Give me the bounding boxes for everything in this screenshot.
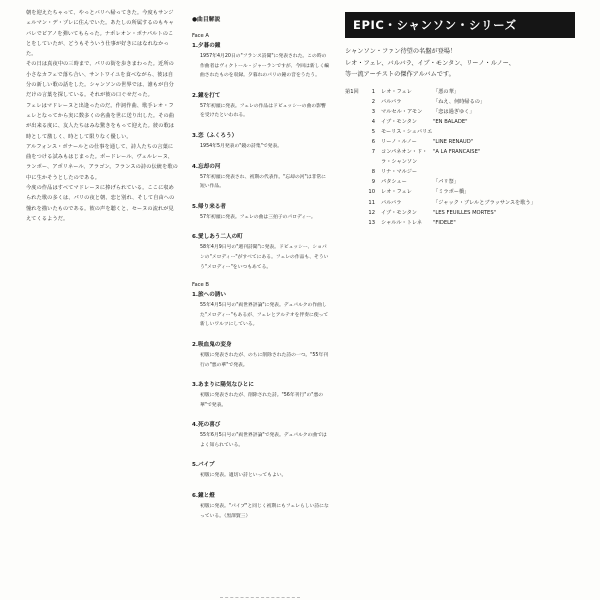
song-note [192, 491, 330, 521]
release-artist: パタシュー [381, 179, 407, 186]
release-artist: イブ・モンタン [381, 209, 417, 216]
release-number: 4 [371, 118, 375, 125]
song-title: 1.夕暮の鐘 [192, 43, 221, 49]
song-note [192, 91, 330, 121]
release-title [433, 127, 585, 137]
release-item [345, 107, 585, 117]
series-volume [345, 107, 359, 117]
song-description: 初版に発表。"パイプ"と同じく初期にもフェレらしい詩になっている。（黒澤賢三） [200, 504, 329, 519]
release-number: 3 [371, 108, 375, 115]
release-artist: バルバラ [381, 199, 402, 206]
release-number: 9 [371, 179, 375, 186]
face-b-label: Face B [192, 282, 209, 289]
release-number: 8 [371, 169, 375, 176]
series-volume [345, 167, 359, 177]
liner-paragraph: 今度の作品はすべてマドレーヌに捧げられている。ここに収められた歌の多くは、パリの夜と朝、恋と別れ、そして自由への憧れを描いたものである。彼の声を聴くと、セーヌの流れが見えてくるようだ。 [26, 185, 175, 222]
liner-paragraph: アルフォンス・ボナールとの仕事を通して、詩人たちの言葉に曲をつける試みもはじまった。ボードレール、ヴェルレーヌ、ランボー、アポリネール、アラゴン。フランスの詩の伝統を歌の中に生かそうとしたのである。 [26, 143, 178, 181]
liner-paragraph: フェレはマドレーヌと出逢ったのだ。作詞作曲、歌手レオ・フェレとなってから実に数多くの名曲を世に送り出した。その曲が出来る度に、友人たちはみな驚きをもって迎えた。彼の歌は時として激しく、時として限りなく優しい。 [26, 102, 175, 140]
song-note [192, 340, 330, 370]
release-artist: バルバラ [381, 98, 402, 105]
release-item [345, 137, 585, 147]
song-note [192, 232, 330, 272]
liner-paragraph: その日は真夜中の三時まで、パリの街を歩きまわった。近所の小さなカフェで落ち合い、サントワイユを食べながら、彼は自分の新しい歌の話をした。シャンソンの世界では、誰もが自分だけの言葉を探している。それが彼の口ぐせだった。 [26, 61, 174, 99]
release-artist: リーノ・ルノー [381, 138, 417, 145]
release-item [345, 167, 585, 177]
release-number: 7 [371, 149, 375, 156]
series-volume [345, 137, 359, 147]
release-title: 「悪の華」 [433, 88, 459, 95]
release-number: 13 [368, 219, 375, 226]
liner-notes-column [26, 8, 178, 224]
song-description: 57年初頭に発表。フェレの作品はドビュッシーの曲の影響を受けたといわれる。 [200, 103, 326, 119]
song-notes-column [192, 14, 330, 531]
release-item [345, 218, 585, 228]
release-title: 「恋は過ぎゆく」 [433, 108, 475, 115]
release-item [345, 147, 585, 167]
release-number: 5 [371, 128, 375, 135]
release-number: 11 [368, 199, 375, 206]
release-item [345, 127, 585, 137]
series-volume [345, 218, 359, 228]
release-title: "EN BALADE" [433, 118, 468, 125]
release-artist: シャルル・トレネ [381, 219, 423, 226]
song-description: 初版に発表されたが、削除された詩。"56年刊行"の"悪の華"で発表。 [200, 393, 324, 408]
release-artist: リナ・マルジー [381, 169, 418, 176]
release-item [345, 198, 585, 208]
release-item [345, 97, 585, 107]
release-item [345, 208, 585, 218]
song-note [192, 420, 330, 450]
series-volume [345, 177, 359, 187]
release-artist: コンパネオン・ド・ラ・シャンソン [381, 149, 428, 166]
song-description: 初版に発表。適切い詩といってもよい。 [200, 473, 287, 479]
release-title: "LES FEUILLES MORTES" [433, 209, 496, 216]
series-volume [345, 187, 359, 197]
series-volume [345, 97, 359, 107]
intro-line: シャンソン・ファン待望の名盤が登場！ [345, 48, 457, 55]
release-number: 2 [371, 98, 375, 105]
song-title: 4.忘却の河 [192, 163, 221, 170]
song-description: 58年4月9日号の"週刊詩聞"に発表。ドビュッシー、ショパンの"メロディー"がすべてにある。フェレの作品も、そういう"メロディー"をいつもあてる。 [200, 245, 329, 270]
song-note [192, 131, 330, 152]
release-number: 6 [371, 138, 375, 145]
release-title: 「パリ祭」 [433, 179, 459, 186]
song-description: 55年4月5日号の"両世界評論"に発表。デュパルクの作曲した"メロディー"もあるが、フェレとアルテオを伴奏に使って新しいワルツにしている。 [200, 303, 329, 328]
song-title: 3.あまりに陽気なひとに [192, 382, 254, 389]
release-artist: レオ・フェレ [381, 88, 412, 95]
face-a-label: Face A [192, 33, 209, 39]
song-title: 6.鐘と燈 [192, 493, 215, 500]
song-note [192, 460, 330, 481]
song-note [192, 41, 330, 81]
release-title: 「ミラボー橋」 [433, 189, 470, 196]
intro-line: 等一流アーチストの傑作アルバムです。 [345, 71, 455, 78]
release-item [345, 187, 585, 197]
series-heading: EPIC・シャンソン・シリーズ [345, 12, 575, 38]
song-note [192, 380, 330, 410]
release-title: "A LA FRANCAISE" [433, 149, 481, 156]
song-title: 4.死の喜び [192, 422, 221, 429]
release-item [345, 87, 585, 97]
song-note [192, 202, 330, 223]
series-volume [345, 198, 359, 208]
release-artist: イブ・モンタン [381, 118, 417, 125]
release-list [345, 87, 585, 228]
song-note [192, 290, 330, 330]
song-note [192, 162, 330, 192]
notes-title: ●曲目解説 [192, 17, 221, 23]
series-volume [345, 127, 359, 137]
release-number: 10 [368, 189, 375, 196]
release-title: 「ねえ、何時帰るの」 [433, 98, 486, 105]
song-description: 57年初頭に発表され、初期の代表作。"忘却の河"は非常に短い作品。 [200, 174, 326, 190]
series-volume: 第1回 [345, 88, 359, 95]
song-title: 5.帰り来る者 [192, 203, 226, 210]
song-title: 3.恋（ふくろう） [192, 132, 238, 139]
release-item [345, 117, 585, 127]
series-volume [345, 117, 359, 127]
release-item [345, 177, 585, 187]
release-title [433, 167, 585, 177]
series-intro [345, 46, 585, 81]
series-volume [345, 208, 359, 218]
release-artist: モーリス・シュバリエ [381, 128, 433, 135]
song-title: 2.鐘を打て [192, 92, 221, 99]
song-title: 2.吸血鬼の変身 [192, 341, 232, 348]
liner-paragraph: 朝を迎えたちゃって、やっとバリへ帰ってきた。今度もサンジェルマン・デ・プレに住んでいた。あたしの所属するのもキャバレでピアノを弾いてもらった。ナポレオン・ボナパルトのことをしていたが、どうもそういう仕事が好きにはなれなかった。 [26, 10, 174, 58]
release-title: "LINE RENAUD" [433, 138, 474, 145]
song-title: 6.愛しあう二人の町 [192, 234, 243, 241]
release-title: 「ジャック・ブレルとブラッサンスを歌う」 [433, 199, 536, 206]
song-description: 55年6月5日号の"両世界評論"で発表。デュパルクの曲ではよく知られている。 [200, 433, 327, 448]
song-description: 初版に発表されたが、のちに削除された詩の一つ。"55年刊行の"悪の華"で発表。 [200, 352, 329, 368]
release-title: "FIDELE" [433, 219, 456, 226]
release-number: 1 [371, 88, 375, 95]
song-description: 1954年5月発表の"鏡の詩集"で発表。 [200, 143, 283, 149]
release-artist: レオ・フェレ [381, 189, 412, 196]
series-volume [345, 147, 359, 167]
release-number: 12 [368, 209, 375, 216]
intro-line: レオ・フェレ、バルバラ、イブ・モンタン、リーノ・ルノー、 [345, 59, 515, 67]
series-column [345, 12, 585, 228]
song-description: 57年初頭に発表。フェレの曲は三拍子のパロディー。 [200, 214, 316, 220]
song-title: 1.旅への誘い [192, 292, 226, 299]
song-title: 5.パイプ [192, 462, 215, 469]
song-description: 1957年4月20日の"フランス詩聞"に発表された。この時の作曲者はヴィクトール・ジャーランですが、今回は新しく編曲されたものを収録。夕暮れのパリの鐘の音をうたう。 [200, 54, 330, 79]
release-artist: マルセル・アモン [381, 108, 423, 115]
